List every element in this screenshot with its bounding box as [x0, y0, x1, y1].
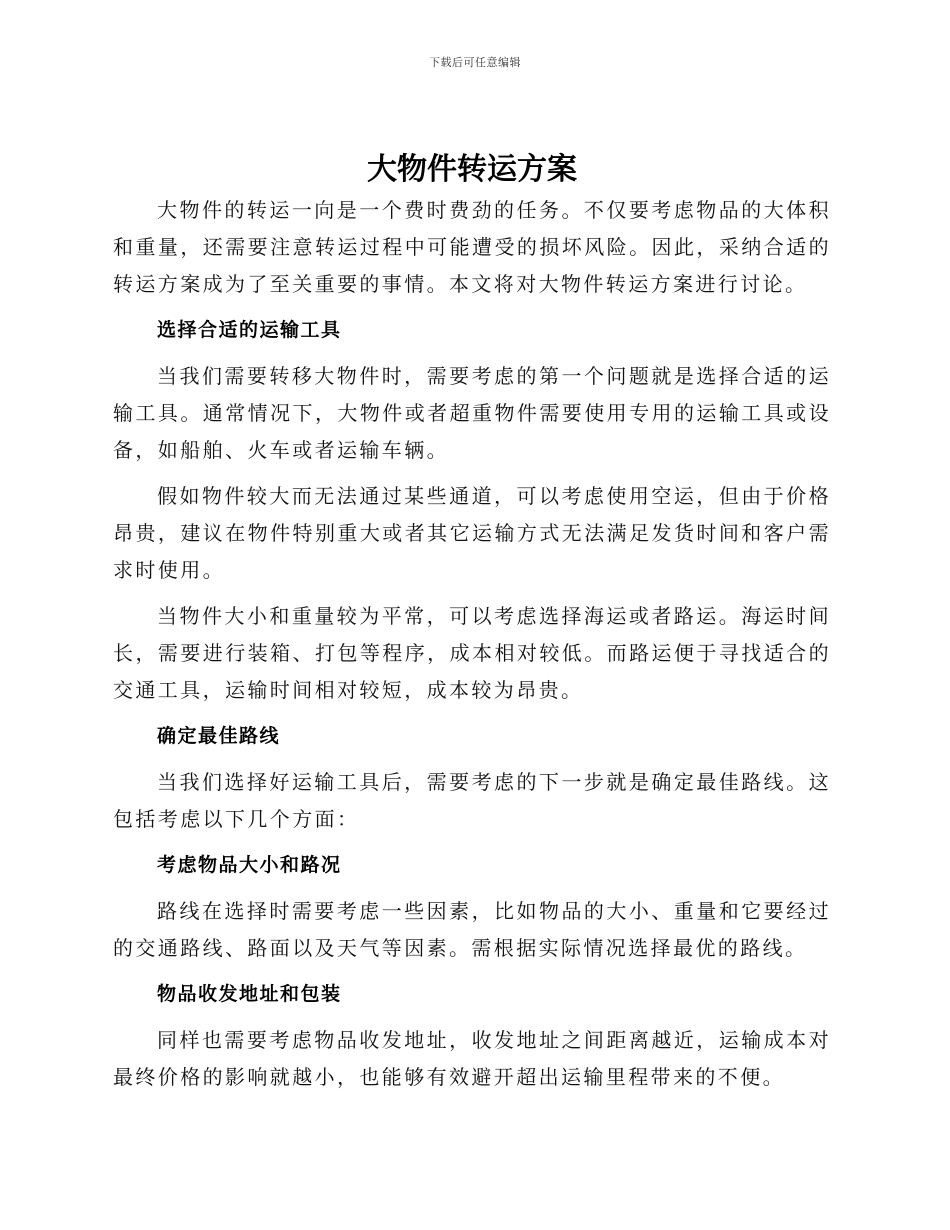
paragraph: 路线在选择时需要考虑一些因素，比如物品的大小、重量和它要经过的交通路线、路面以及天气等因素。需根据实际情况选择最优的路线。: [113, 899, 831, 960]
paragraph: 当我们选择好运输工具后，需要考虑的下一步就是确定最佳路线。这包括考虑以下几个方面：: [113, 770, 831, 831]
page-header-note: 下载后可任意编辑: [429, 56, 521, 69]
paragraph: 同样也需要考虑物品收发地址，收发地址之间距离越近，运输成本对最终价格的影响就越小，也能够有效避开超出运输里程带来的不便。: [113, 1028, 831, 1089]
paragraph: 当我们需要转移大物件时，需要考虑的第一个问题就是选择合适的运输工具。通常情况下，大物件或者超重物件需要使用专用的运输工具或设备，如船舶、火车或者运输车辆。: [113, 364, 831, 462]
section-heading-transport-tools: 选择合适的运输工具: [157, 319, 342, 341]
section-heading-size-and-road: 考虑物品大小和路况: [157, 854, 342, 876]
document-title: 大物件转运方案: [367, 152, 577, 187]
document-body: [113, 148, 831, 1096]
section-heading-address-and-packaging: 物品收发地址和包装: [157, 983, 342, 1005]
paragraph: 假如物件较大而无法通过某些通道，可以考虑使用空运，但由于价格昂贵，建议在物件特别重大或者其它运输方式无法满足发货时间和客户需求时使用。: [113, 484, 831, 582]
paragraph: 当物件大小和重量较为平常，可以考虑选择海运或者路运。海运时间长，需要进行装箱、打包等程序，成本相对较低。而路运便于寻找适合的交通工具，运输时间相对较短，成本较为昂贵。: [113, 604, 831, 702]
intro-paragraph: 大物件的转运一向是一个费时费劲的任务。不仅要考虑物品的大体积和重量，还需要注意转运过程中可能遭受的损坏风险。因此，采纳合适的转运方案成为了至关重要的事情。本文将对大物件转运方案进行讨论。: [113, 198, 831, 296]
section-heading-best-route: 确定最佳路线: [157, 725, 281, 747]
